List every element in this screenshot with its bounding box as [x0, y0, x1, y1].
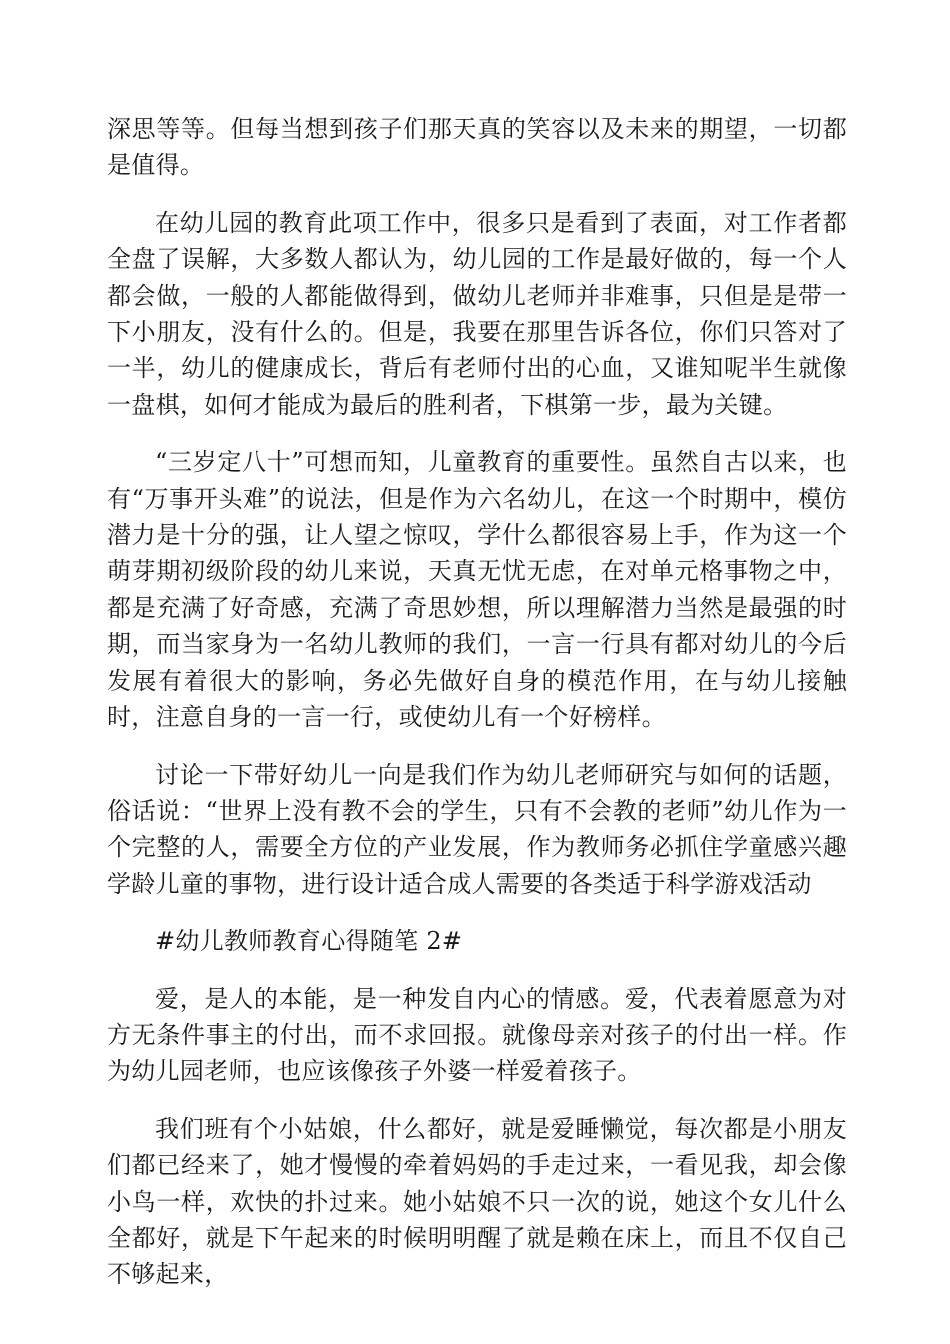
- document-body: [107, 111, 847, 1314]
- paragraph-1: 深思等等。但每当想到孩子们那天真的笑容以及未来的期望，一切都是值得。: [107, 115, 847, 180]
- paragraph-3: “三岁定八十”可想而知，儿童教育的重要性。虽然自古以来，也有“万事开头难”的说法，但是作为六名幼儿，在这一个时期中，模仿潜力是十分的强，让人望之惊叹，学什么都很容易上手，作为这一个萌芽期初级阶段的幼儿来说，天真无忧无虑，在对单元格事物之中，都是充满了好奇感，充满了奇思妙想，所以理解潜力当然是最强的时期，而当家身为一名幼儿教师的我们，一言一行具有都对幼儿的今后发展有着很大的影响，务必先做好自身的模范作用，在与幼儿接触时，注意自身的一言一行，或使幼儿有一个好榜样。: [107, 448, 847, 732]
- paragraph-5: 爱，是人的本能，是一种发自内心的情感。爱，代表着愿意为对方无条件事主的付出，而不求回报。就像母亲对孩子的付出一样。作为幼儿园老师，也应该像孩子外婆一样爱着孩子。: [107, 984, 847, 1086]
- section-heading: #幼儿教师教育心得随笔 2#: [155, 927, 463, 956]
- paragraph-4: 讨论一下带好幼儿一向是我们作为幼儿老师研究与如何的话题，俗话说：“世界上没有教不会的学生，只有不会教的老师”幼儿作为一个完整的人，需要全方位的产业发展，作为教师务必抓住学童感兴趣学龄儿童的事物，进行设计适合成人需要的各类适于科学游戏活动: [107, 760, 847, 898]
- paragraph-6: 我们班有个小姑娘，什么都好，就是爱睡懒觉，每次都是小朋友们都已经来了，她才慢慢的牵着妈妈的手走过来，一看见我，却会像小鸟一样，欢快的扑过来。她小姑娘不只一次的说，她这个女儿什么全都好，就是下午起来的时候明明醒了就是赖在床上，而且不仅自己不够起来，: [107, 1114, 847, 1289]
- paragraph-2: 在幼儿园的教育此项工作中，很多只是看到了表面，对工作者都全盘了误解，大多数人都认为，幼儿园的工作是最好做的，每一个人都会做，一般的人都能做得到，做幼儿老师并非难事，只但是是带一下小朋友，没有什么的。但是，我要在那里告诉各位，你们只答对了一半，幼儿的健康成长，背后有老师付出的心血，又谁知呢半生就像一盘棋，如何才能成为最后的胜利者，下棋第一步，最为关键。: [107, 208, 847, 419]
